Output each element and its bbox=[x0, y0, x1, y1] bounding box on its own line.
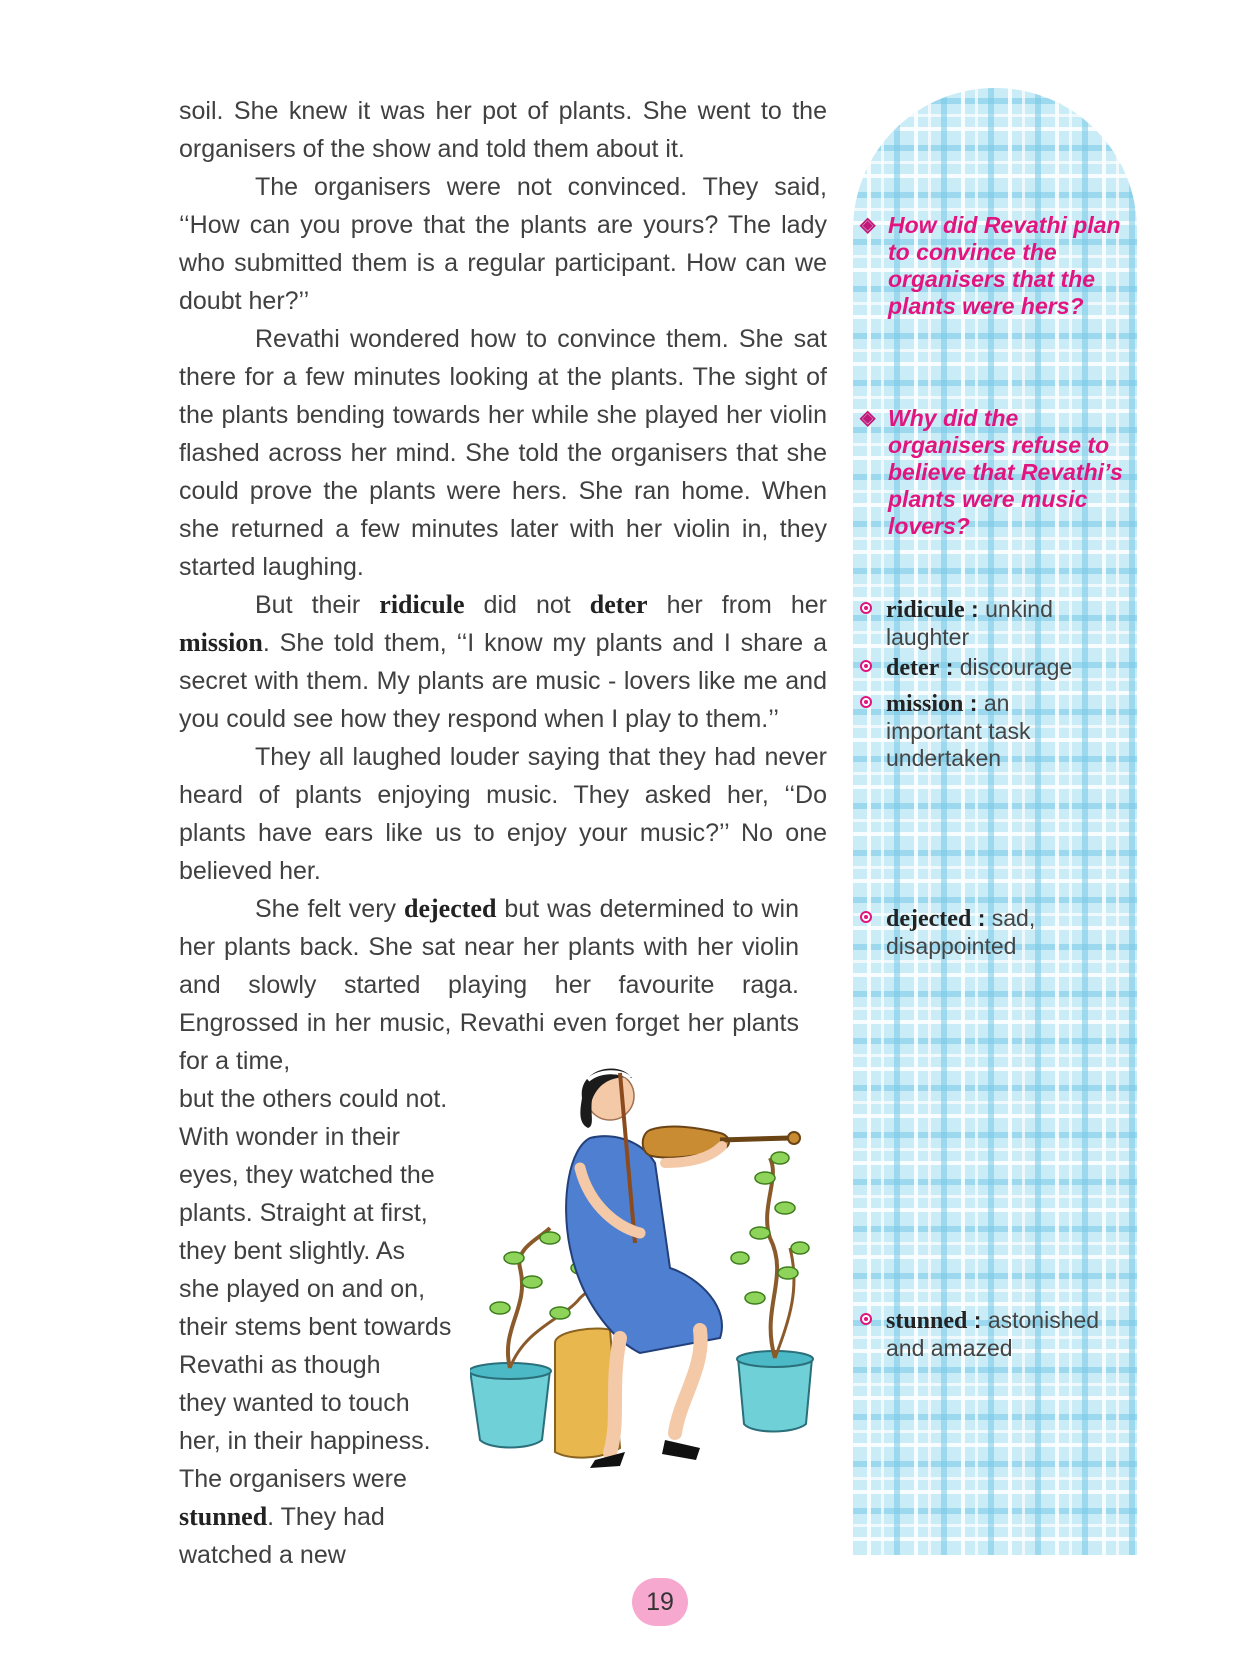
paragraph: The organisers were not convinced. They said, ‘‘How can you prove that the plants are yours? The lady who submitted them is a regular participant. How can we doubt her?’’ bbox=[179, 173, 827, 315]
keyword: ridicule bbox=[379, 590, 465, 619]
line: eyes, they watched the bbox=[179, 1161, 435, 1189]
glossary-meaning: discourage bbox=[959, 654, 1073, 680]
violinist-illustration bbox=[470, 1068, 860, 1488]
glossary-deter bbox=[860, 654, 1130, 682]
glossary-ridicule bbox=[860, 596, 1130, 651]
bullet-icon bbox=[860, 602, 872, 614]
line: her, in their happiness. bbox=[179, 1427, 431, 1455]
glossary-meaning: sad, disappointed bbox=[886, 905, 1036, 959]
glossary-mission bbox=[860, 690, 1060, 772]
glossary-dejected bbox=[860, 905, 1090, 960]
line: they wanted to touch bbox=[179, 1389, 410, 1417]
glossary-meaning: an important task undertaken bbox=[886, 690, 1031, 771]
question-text: How did Revathi plan to convince the organisers that the plants were hers? bbox=[888, 212, 1121, 319]
paragraph-beside-illustration bbox=[179, 1080, 454, 1574]
line: The organisers were bbox=[179, 1465, 407, 1493]
bullet-icon bbox=[860, 660, 872, 672]
glossary-word: mission bbox=[886, 691, 964, 717]
bullet-icon bbox=[860, 911, 872, 923]
glossary-meaning: astonished and amazed bbox=[886, 1307, 1100, 1361]
text-run: But their bbox=[255, 591, 380, 619]
glossary-colon: : bbox=[945, 654, 954, 680]
diamond-icon: ◈ bbox=[860, 214, 876, 236]
bullet-icon bbox=[860, 696, 872, 708]
keyword: deter bbox=[589, 590, 648, 619]
line: plants. Straight at first, bbox=[179, 1199, 428, 1227]
line: she played on and on, bbox=[179, 1275, 426, 1303]
paragraph: They all laughed louder saying that they had never heard of plants enjoying music. They asked her, ‘‘Do plants have ears like us to enjoy your music?’’ No one believed her. bbox=[179, 743, 827, 885]
line: watched a new bbox=[179, 1541, 346, 1569]
glossary-stunned bbox=[860, 1307, 1130, 1362]
glossary-word: dejected bbox=[886, 906, 972, 932]
page-number: 19 bbox=[632, 1578, 688, 1626]
line: With wonder in their bbox=[179, 1123, 400, 1151]
glossary-word: deter bbox=[886, 655, 940, 681]
glossary-colon: : bbox=[973, 1307, 982, 1333]
bullet-icon bbox=[860, 1313, 872, 1325]
glossary-colon: : bbox=[969, 690, 978, 716]
glossary-word: stunned bbox=[886, 1308, 968, 1334]
diamond-icon: ◈ bbox=[860, 407, 876, 429]
question-1 bbox=[860, 212, 1136, 320]
line: they bent slightly. As bbox=[179, 1237, 406, 1265]
line: their stems bent towards bbox=[179, 1313, 452, 1341]
line: Revathi as though bbox=[179, 1351, 381, 1379]
line bbox=[179, 1498, 454, 1536]
paragraph: soil. She knew it was her pot of plants. She went to the organisers of the show and told them about it. bbox=[179, 97, 827, 163]
text-run: She felt very bbox=[255, 895, 405, 923]
glossary-word: ridicule bbox=[886, 597, 965, 623]
question-2 bbox=[860, 405, 1136, 540]
text-run: her from her bbox=[647, 591, 827, 619]
question-text: Why did the organisers refuse to believe that Revathi’s plants were music lovers? bbox=[888, 405, 1123, 539]
paragraph: Revathi wondered how to convince them. She sat there for a few minutes looking at the plants. The sight of the plants bending towards her while she played her violin flashed across her mind. She told the organisers that she could prove the plants were hers. She ran home. When she returned a few minutes later with her violin in, they started laughing. bbox=[179, 325, 827, 581]
text-run: . She told them, ‘‘I know my plants and I share a secret with them. My plants are music - lovers like me and you could see how they respond when I play to them.’’ bbox=[179, 629, 827, 733]
text-run: but was determined to win her plants back. She sat near her plants with her violin and slowly started playing her favourite raga. Engrossed in her music, Revathi even forget her plants for a time, bbox=[179, 895, 799, 1075]
glossary-colon: : bbox=[977, 905, 986, 931]
paragraph bbox=[179, 586, 827, 738]
text-run: did not bbox=[464, 591, 590, 619]
paragraph bbox=[179, 890, 799, 1080]
line: but the others could not. bbox=[179, 1085, 448, 1113]
keyword: stunned bbox=[179, 1502, 268, 1531]
keyword: mission bbox=[179, 628, 263, 657]
keyword: dejected bbox=[404, 894, 497, 923]
text-run: . They had bbox=[267, 1503, 385, 1531]
glossary-colon: : bbox=[971, 596, 979, 622]
glossary-meaning: unkind laughter bbox=[886, 596, 1053, 650]
